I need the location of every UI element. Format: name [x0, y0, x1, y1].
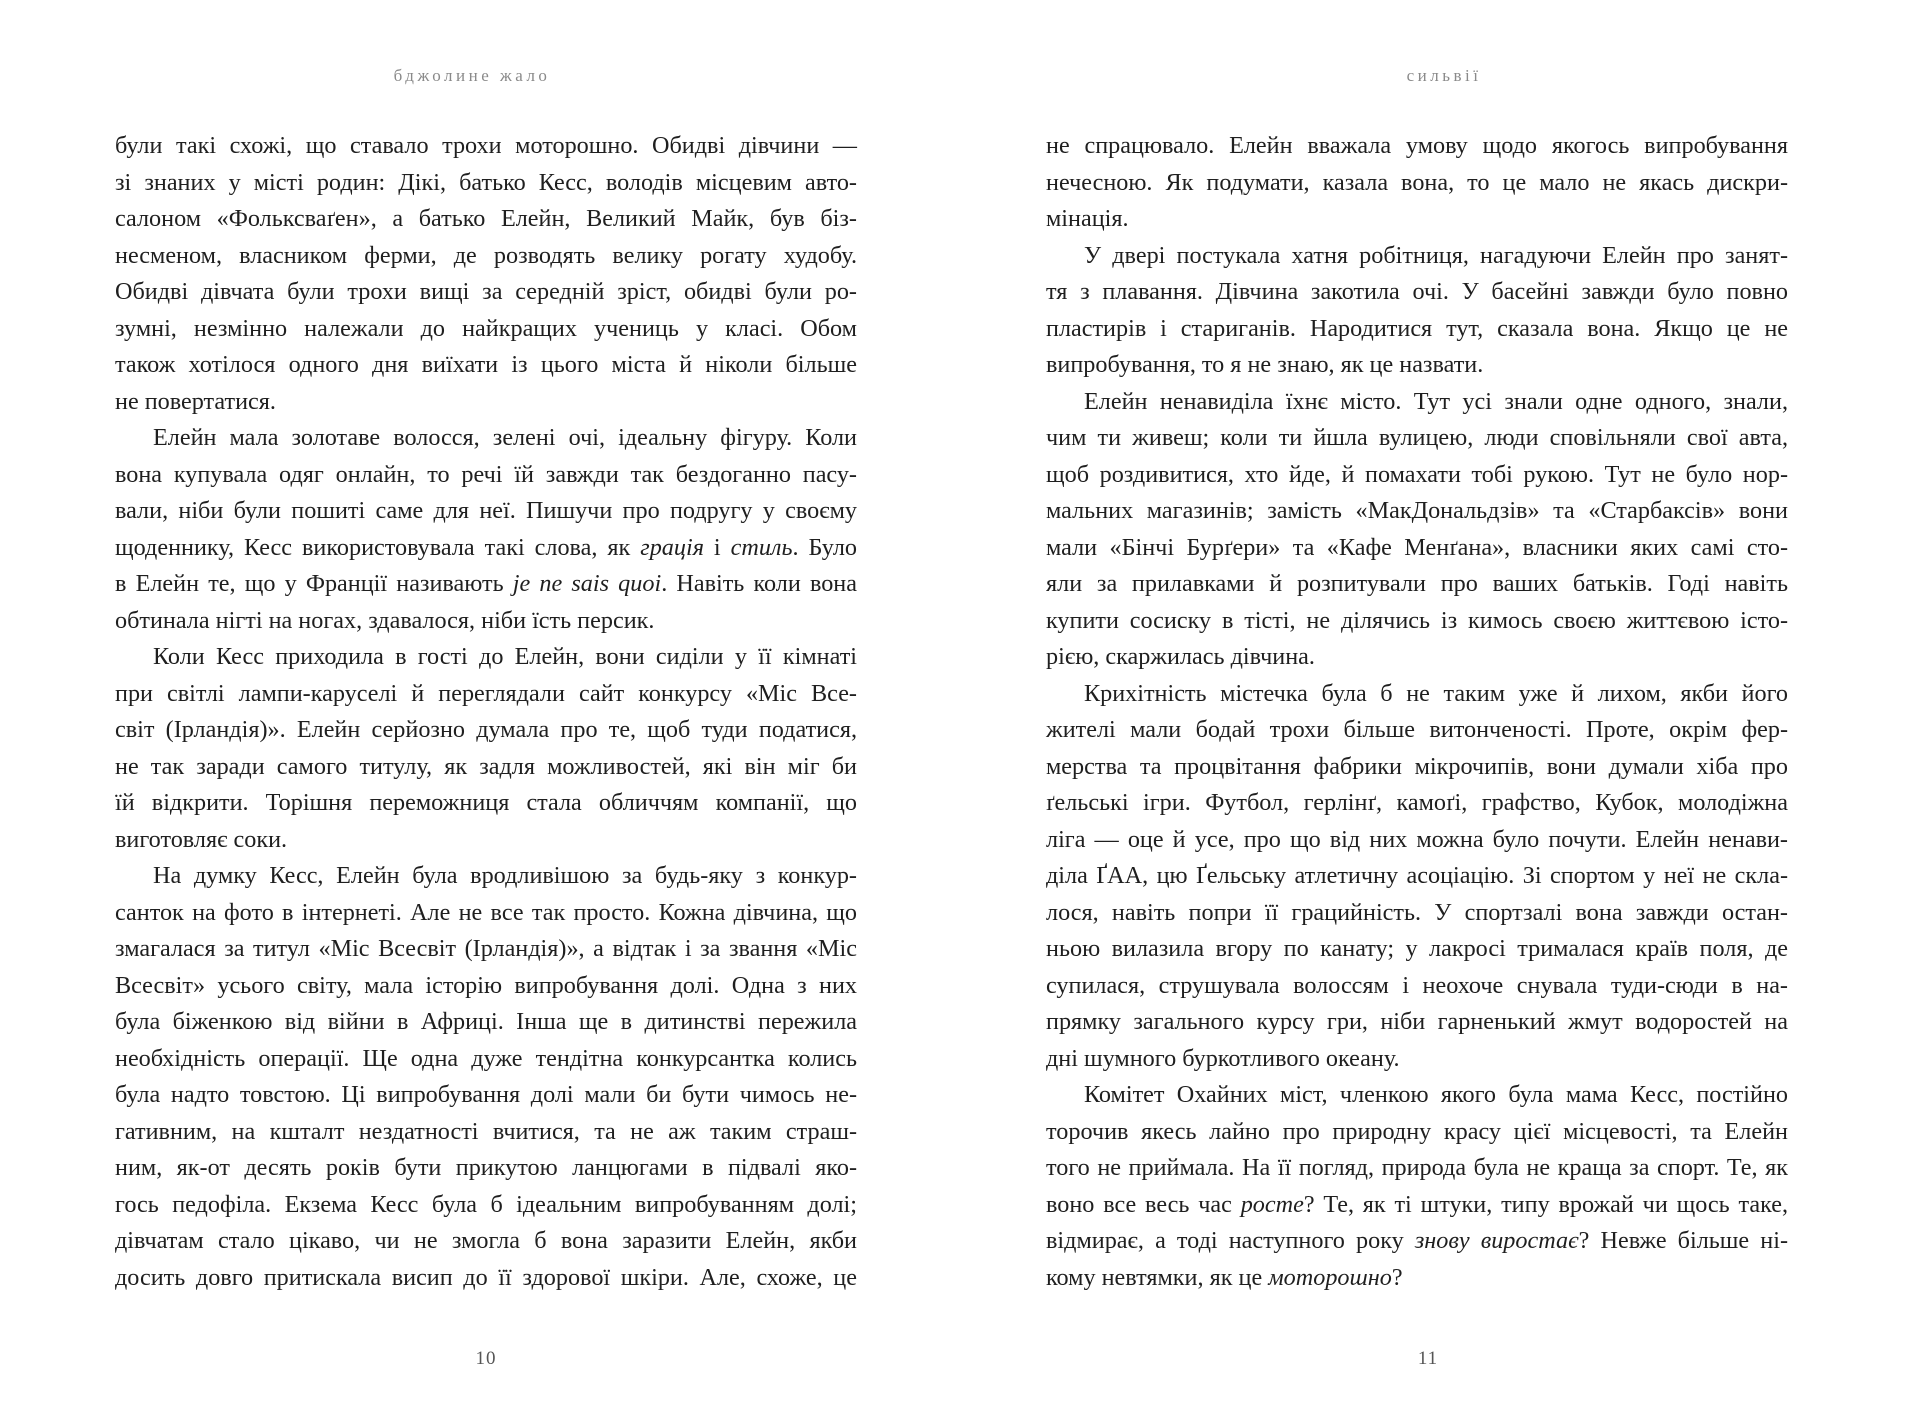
text-line: також хотілося одного дня виїхати із цього міста й ніколи більше: [115, 351, 857, 378]
text-line: жителі мали бодай трохи більше витонченості. Проте, окрім фер-: [1046, 716, 1788, 743]
text-line: ним, як-от десять років бути прикутою ланцюгами в підвалі яко-: [115, 1154, 857, 1181]
body-text: [115, 128, 857, 1296]
text-line: санток на фото в інтернеті. Але не все так просто. Кожна дівчина, що: [115, 898, 857, 926]
text-line: У двері постукала хатня робітниця, нагадуючи Елейн про занят-: [1084, 241, 1788, 269]
text-line: супилася, струшувала волоссям і неохоче снувала туди-сюди в на-: [1046, 971, 1788, 999]
text-line: мальних магазинів; замість «МакДональдзів» та «Старбаксів» вони: [1046, 497, 1788, 524]
text-line: гативним, на кшталт нездатності вчитися, та не аж таким страш-: [115, 1117, 857, 1145]
text-line: дні шумного буркотливого океану.: [1046, 1044, 1400, 1072]
text-line: прямку загального курсу гри, ніби гарненький жмут водоростей на: [1046, 1008, 1788, 1035]
text-line: щоденнику, Кесс використовувала такі слова, як грація і стиль. Було: [115, 533, 857, 561]
text-line: воно все весь час росте? Те, як ті штуки, типу врожай чи щось таке,: [1046, 1190, 1789, 1218]
text-line: торочив якесь лайно про природну красу цієї місцевості, та Елейн: [1046, 1117, 1788, 1145]
text-line: Всесвіт» усього світу, мала історію випробування долі. Одна з них: [115, 971, 857, 999]
text-line: мінація.: [1046, 205, 1129, 232]
text-line: несменом, власником ферми, де розводять велику рогату худобу.: [115, 241, 857, 269]
page-number: 11: [1417, 1348, 1439, 1369]
running-head: сильвії: [1406, 66, 1482, 85]
text-line: чим ти живеш; коли ти йшла вулицею, люди сповільняли свої авта,: [1046, 424, 1788, 451]
text-line: ньою вилазила вгору по канату; у лакросі трималася країв поля, де: [1046, 935, 1788, 962]
text-line: купити сосиску в тісті, не ділячись із кимось своєю життєвою істо-: [1046, 606, 1788, 634]
text-line: Крихітність містечка була б не таким уже й лихом, якби його: [1084, 679, 1788, 707]
text-line: тя з плавання. Дівчина закотила очі. У басейні завжди було повно: [1046, 278, 1788, 305]
text-line: світ (Ірландія)». Елейн серйозно думала про те, щоб туди податися,: [115, 716, 857, 743]
text-line: обтинала нігті на ногах, здавалося, ніби їсть персик.: [115, 606, 655, 634]
text-line: в Елейн те, що у Франції називають je ne sais quoi. Навіть коли вона: [115, 570, 857, 597]
page-number: 10: [475, 1348, 497, 1369]
text-line: Елейн ненавиділа їхнє місто. Тут усі знали одне одного, знали,: [1084, 387, 1788, 415]
text-line: були такі схожі, що ставало трохи моторошно. Обидві дівчини —: [115, 132, 857, 159]
body-text: [1046, 128, 1788, 1296]
text-line: при світлі лампи-каруселі й переглядали сайт конкурсу «Міс Все-: [115, 679, 857, 707]
text-line: рією, скаржилась дівчина.: [1046, 643, 1315, 670]
text-line: Коли Кесс приходила в гості до Елейн, вони сиділи у її кімнаті: [153, 643, 857, 670]
text-line: зумні, незмінно належали до найкращих учениць у класі. Обом: [115, 314, 857, 342]
text-line: їй відкрити. Торішня переможниця стала обличчям компанії, що: [115, 789, 857, 816]
text-line: ґельські ігри. Футбол, герлінґ, камоґі, графство, Кубок, молодіжна: [1046, 789, 1788, 816]
text-line: зі знаних у місті родин: Дікі, батько Кесс, володів місцевим авто-: [115, 168, 857, 196]
text-line: не так заради самого титулу, як задля можливостей, які він міг би: [115, 752, 857, 780]
text-line: ліга — оце й усе, про що від них можна було почути. Елейн ненави-: [1046, 825, 1788, 853]
text-line: вали, ніби були пошиті саме для неї. Пишучи про подругу у своєму: [115, 497, 857, 524]
text-line: Елейн мала золотаве волосся, зелені очі, ідеальну фігуру. Коли: [153, 424, 857, 451]
text-line: Обидві дівчата були трохи вищі за середній зріст, обидві були ро-: [115, 278, 857, 305]
text-line: відмирає, а тоді наступного року знову виростає? Невже більше ні-: [1046, 1227, 1789, 1254]
text-line: яли за прилавками й розпитували про ваших батьків. Годі навіть: [1046, 570, 1788, 597]
text-line: вона купувала одяг онлайн, то речі їй завжди так бездоганно пасу-: [115, 460, 857, 488]
text-line: змагалася за титул «Міс Всесвіт (Ірландія)», а відтак і за звання «Міс: [115, 935, 857, 962]
text-line: досить довго притискала висип до її здорової шкіри. Але, схоже, це: [115, 1263, 857, 1291]
text-line: Комітет Охайних міст, членкою якого була мама Кесс, постійно: [1084, 1081, 1788, 1108]
text-line: виготовляє соки.: [115, 825, 288, 853]
right-page: [960, 0, 1920, 1423]
text-line: того не приймала. На її погляд, природа була не краща за спорт. Те, як: [1046, 1154, 1788, 1181]
text-line: була надто товстою. Ці випробування долі мали би бути чимось не-: [115, 1081, 857, 1108]
text-line: випробування, то я не знаю, як це назвати.: [1046, 351, 1484, 378]
text-line: лося, навіть попри її грацийність. У спортзалі вона завжди остан-: [1046, 898, 1788, 926]
text-line: салоном «Фольксваґен», а батько Елейн, Великий Майк, був біз-: [115, 205, 857, 232]
text-line: діла ҐАА, цю Ґельську атлетичну асоціацію. Зі спортом у неї не скла-: [1046, 862, 1788, 889]
text-line: гось педофіла. Екзема Кесс була б ідеальним випробуванням долі;: [115, 1190, 857, 1218]
text-line: нечесною. Як подумати, казала вона, то це мало не якась дискри-: [1046, 168, 1788, 196]
text-line: кому невтямки, як це моторошно?: [1046, 1263, 1403, 1291]
text-line: дівчатам стало цікаво, чи не змогла б вона заразити Елейн, якби: [115, 1227, 857, 1254]
text-line: необхідність операції. Ще одна дуже тендітна конкурсантка колись: [115, 1044, 857, 1072]
text-line: На думку Кесс, Елейн була вродливішою за будь-яку з конкур-: [153, 862, 857, 889]
text-line: не спрацювало. Елейн вважала умову щодо якогось випробування: [1046, 132, 1788, 159]
text-line: щоб роздивитися, хто йде, й помахати тобі рукою. Тут не було нор-: [1046, 460, 1788, 488]
running-head: бджолине жало: [393, 66, 551, 85]
text-line: була біженкою від війни в Африці. Інша ще в дитинстві пережила: [115, 1008, 857, 1035]
text-line: мали «Бінчі Бурґери» та «Кафе Менґана», власники яких самі сто-: [1046, 533, 1788, 561]
text-line: пластирів і стариганів. Народитися тут, сказала вона. Якщо це не: [1046, 314, 1788, 342]
text-line: не повертатися.: [115, 387, 276, 415]
text-line: мерства та процвітання фабрики мікрочипів, вони думали хіба про: [1046, 752, 1788, 780]
